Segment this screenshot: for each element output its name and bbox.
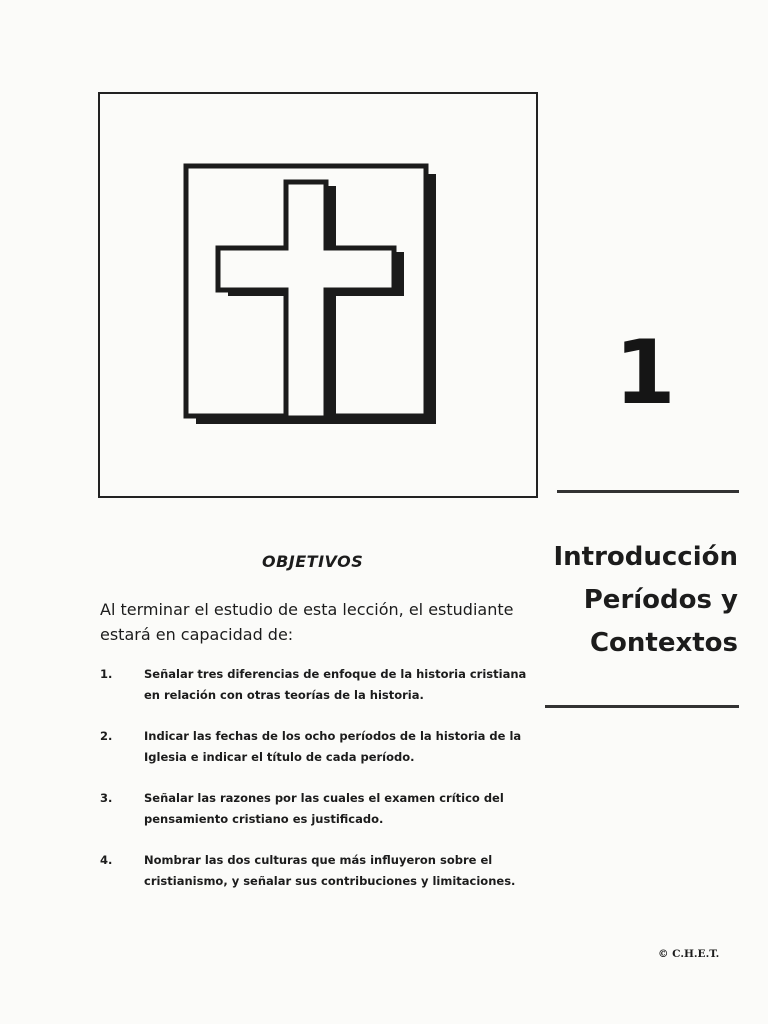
chapter-title-line-3: Contextos — [589, 628, 738, 658]
chapter-title — [508, 536, 738, 665]
chapter-title-line-1: Introducción — [553, 542, 738, 572]
objective-item — [100, 850, 545, 892]
objectives-list — [100, 664, 545, 912]
divider-top — [557, 490, 739, 493]
objectives-heading: OBJETIVOS — [262, 552, 364, 571]
copyright: © C.H.E.T. — [658, 948, 720, 960]
objective-text: Señalar tres diferencias de enfoque de la historia cristiana en relación con otras teorías de la historia. — [144, 667, 527, 702]
objective-text: Indicar las fechas de los ocho períodos de la historia de la Iglesia e indicar el título de cada período. — [144, 729, 522, 764]
objective-item — [100, 788, 545, 830]
chapter-title-line-2: Períodos y — [583, 585, 738, 615]
divider-bottom — [545, 705, 739, 708]
objective-item — [100, 726, 545, 768]
objective-text: Señalar las razones por las cuales el examen crítico del pensamiento cristiano es justificado. — [144, 791, 504, 826]
objectives-intro: Al terminar el estudio de esta lección, el estudiante estará en capacidad de: — [100, 600, 514, 644]
objective-number: 4. — [100, 853, 113, 867]
objective-text: Nombrar las dos culturas que más influyeron sobre el cristianismo, y señalar sus contribuciones y limitaciones. — [144, 853, 516, 888]
objective-number: 3. — [100, 791, 113, 805]
objective-item — [100, 664, 545, 706]
objective-number: 2. — [100, 729, 113, 743]
objective-number: 1. — [100, 667, 113, 681]
cross-icon — [180, 160, 442, 430]
chapter-number: 1 — [614, 321, 676, 424]
